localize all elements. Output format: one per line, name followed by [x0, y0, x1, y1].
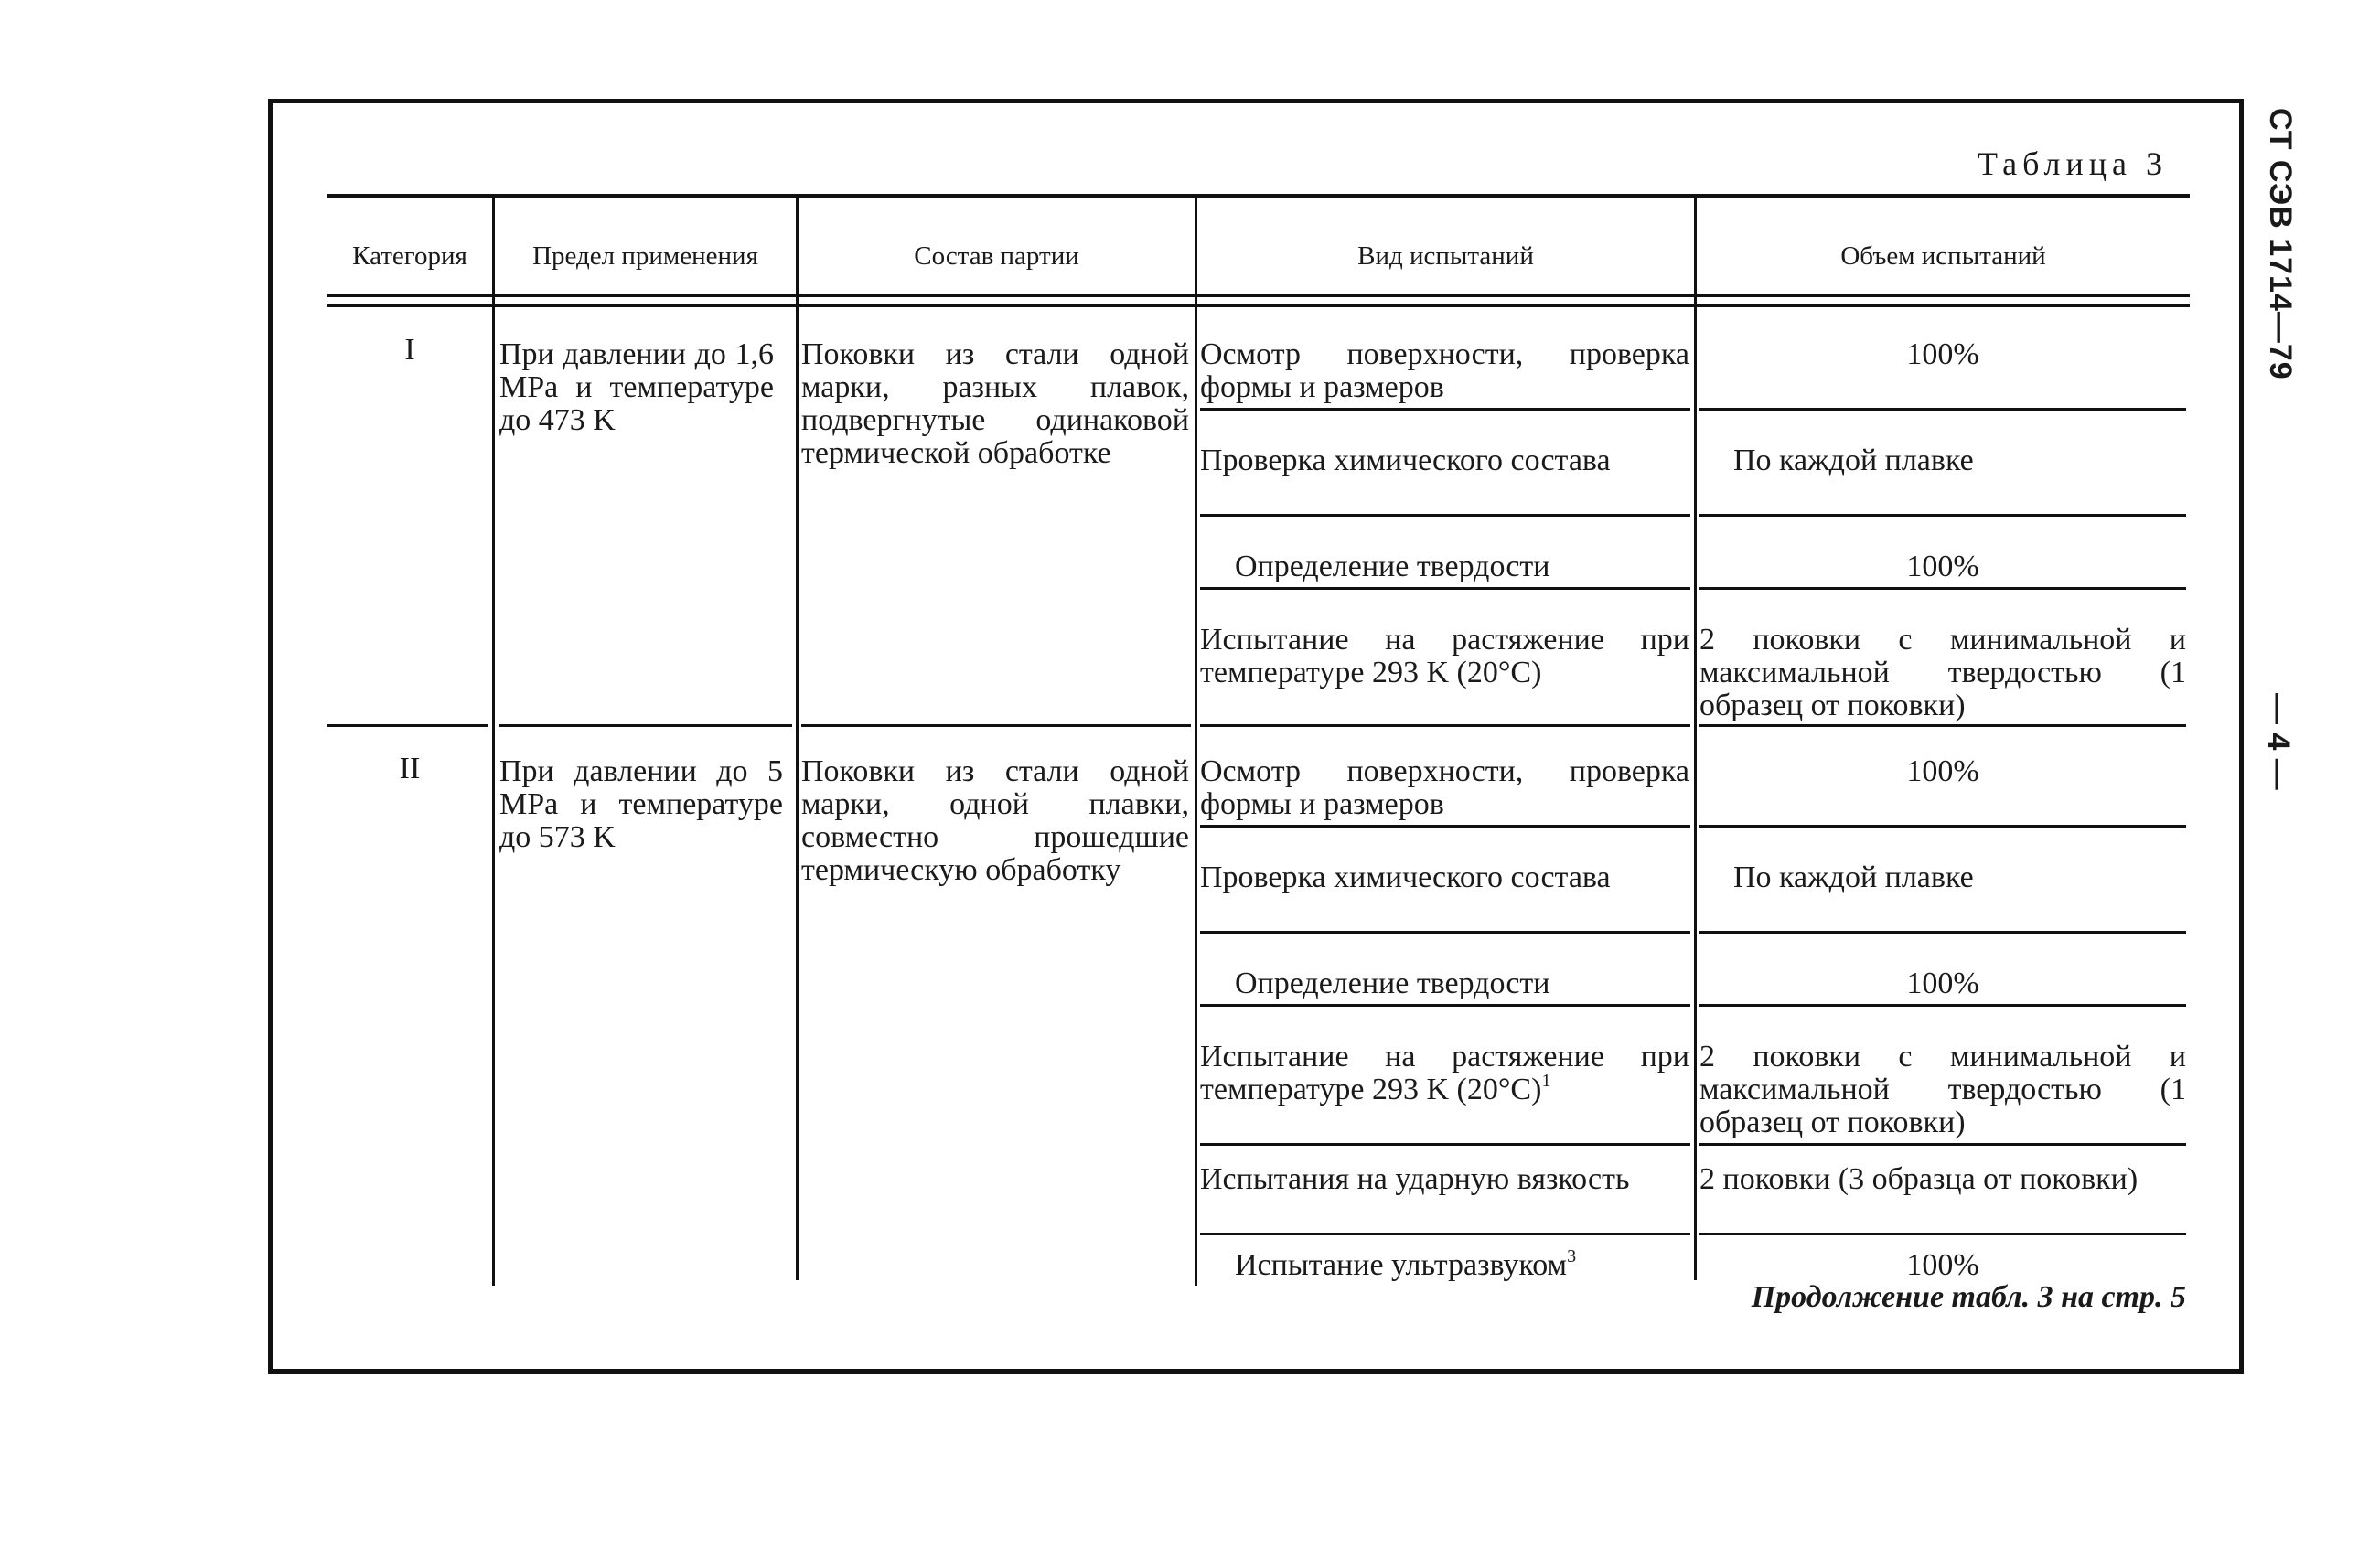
cat2-rule-1a	[1200, 825, 1690, 828]
col-line-3	[1195, 196, 1197, 1286]
page-number-vertical: — 4 —	[2261, 693, 2296, 790]
cat2-rule-5b	[1699, 1233, 2186, 1235]
cat1-test-2: Проверка химического состава	[1200, 443, 1611, 477]
cat2-test-6: Испытание ультразвуком$^3$	[1235, 1246, 1577, 1282]
cat2-rule-5a	[1200, 1233, 1690, 1235]
category-1: I	[404, 333, 415, 367]
cat1-volume-1: 100%	[1906, 337, 1979, 371]
footnote-3-marker: 3	[1567, 1246, 1577, 1266]
cat1-volume-4: 2 поковки с минимальной и максимальной твердостью (1 образец от поковки)	[1699, 623, 2186, 722]
category-2-limit: При давлении до 5 MPa и температуре до 573 K	[499, 754, 783, 854]
cat1-test-4: Испытание на растяжение при температуре 293 K (20°C)	[1200, 623, 1689, 689]
cat1-volume-2: По каждой плавке	[1733, 443, 1974, 477]
header-category: Категория	[352, 240, 467, 271]
col-line-2	[796, 196, 799, 1280]
cat2-test-2: Проверка химического состава	[1200, 860, 1611, 894]
header-test-type: Вид испытаний	[1357, 240, 1534, 271]
cat2-rule-1b	[1699, 825, 2186, 828]
cat1-rule-3b	[1699, 587, 2186, 590]
table-title: Таблица 3	[1978, 145, 2168, 182]
category-2: II	[399, 752, 421, 785]
category-separator-d	[1200, 724, 1690, 727]
cat2-test-3: Определение твердости	[1235, 967, 1550, 1000]
col-line-4	[1694, 196, 1697, 1280]
standard-code-vertical: СТ СЭВ 1714—79	[2263, 108, 2298, 380]
cat1-rule-1a	[1200, 408, 1690, 411]
continuation-note: Продолжение табл. 3 на стр. 5	[1751, 1280, 2186, 1314]
header-test-volume: Объем испытаний	[1840, 240, 2046, 271]
col-line-1	[492, 196, 495, 1286]
cat2-volume-6: 100%	[1906, 1248, 1979, 1282]
cat2-test-4: Испытание на растяжение при температуре 293 K $(20^\circ C)^1$	[1200, 1040, 1689, 1106]
cat1-rule-1b	[1699, 408, 2186, 411]
cat1-rule-3a	[1200, 587, 1690, 590]
header-rule-1	[327, 294, 2190, 297]
category-1-limit: При давлении до 1,6 MPa и температуре до 473 K	[499, 337, 774, 437]
header-rule-2	[327, 304, 2190, 307]
cat2-volume-4: 2 поковки с минимальной и максимальной твердостью (1 образец от поковки)	[1699, 1040, 2186, 1139]
cat1-rule-2a	[1200, 514, 1690, 517]
footnote-1-marker: 1	[1541, 1071, 1551, 1091]
cat1-volume-3: 100%	[1906, 550, 1979, 583]
cat1-test-1: Осмотр поверхности, проверка формы и размеров	[1200, 337, 1689, 404]
category-2-batch: Поковки из стали одной марки, одной плавки, совместно прошедшие термическую обработку	[801, 754, 1189, 887]
cat2-rule-2a	[1200, 931, 1690, 934]
cat2-volume-2: По каждой плавке	[1733, 860, 1974, 894]
table-top-rule	[327, 194, 2190, 198]
category-1-batch: Поковки из стали одной марки, разных плавок, подвергнутые одинаковой термической обработке	[801, 337, 1189, 470]
cat2-test-5: Испытания на ударную вязкость	[1200, 1162, 1630, 1196]
cat2-rule-3b	[1699, 1004, 2186, 1007]
cat2-volume-5: 2 поковки (3 образца от поковки)	[1699, 1162, 2139, 1196]
cat2-rule-3a	[1200, 1004, 1690, 1007]
cat1-rule-2b	[1699, 514, 2186, 517]
cat2-test-1: Осмотр поверхности, проверка формы и размеров	[1200, 754, 1689, 821]
cat2-rule-2b	[1699, 931, 2186, 934]
cat2-rule-4b	[1699, 1143, 2186, 1146]
category-separator-a	[327, 724, 488, 727]
cat2-volume-1: 100%	[1906, 754, 1979, 788]
category-separator-c	[801, 724, 1191, 727]
category-separator-e	[1699, 724, 2186, 727]
category-separator-b	[499, 724, 792, 727]
cat2-rule-4a	[1200, 1143, 1690, 1146]
cat1-test-3: Определение твердости	[1235, 550, 1550, 583]
header-batch: Состав партии	[914, 240, 1079, 271]
header-limit: Предел применения	[532, 240, 758, 271]
cat2-volume-3: 100%	[1906, 967, 1979, 1000]
